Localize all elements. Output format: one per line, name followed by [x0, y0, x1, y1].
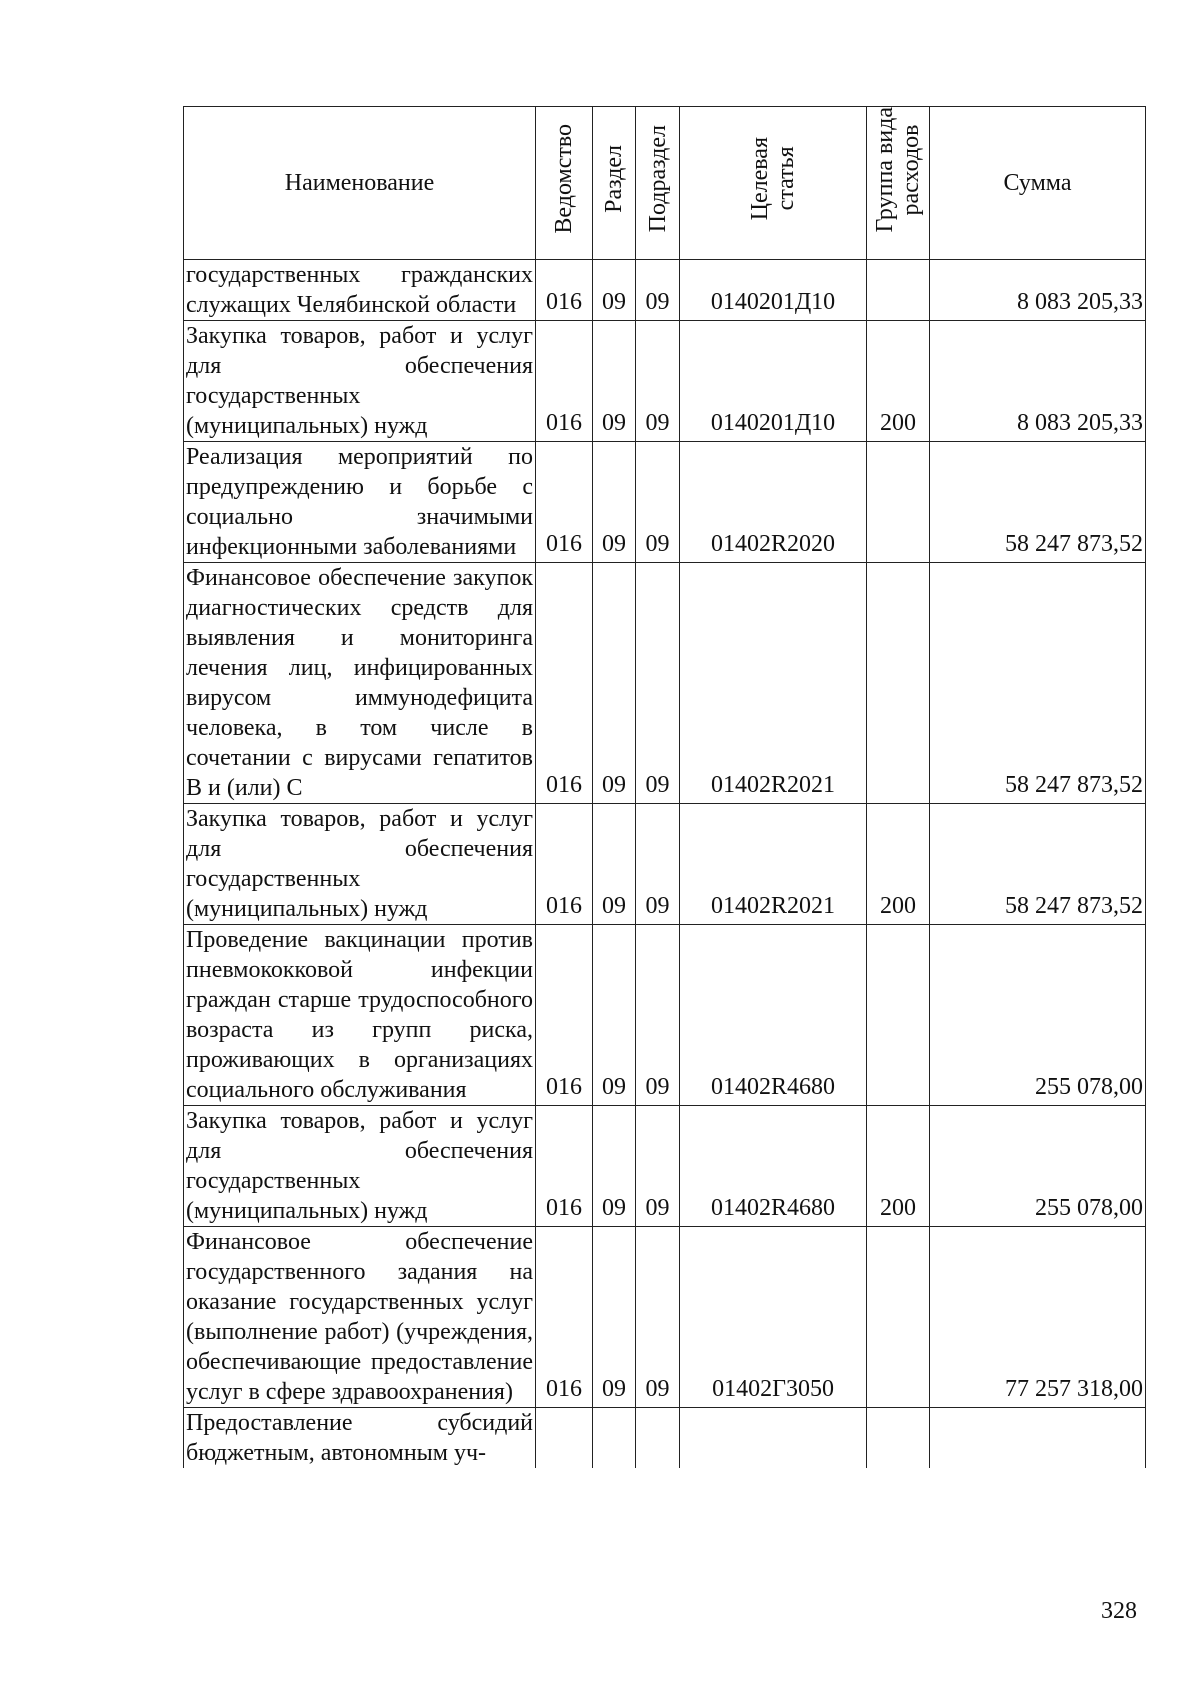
row-podrazdel-cell: 09 [636, 1227, 680, 1408]
header-summa [930, 107, 1146, 260]
header-podrazdel-label: Подраздел [644, 125, 671, 233]
row-name-cell: Закупка товаров, работ и услуг для обеспечения государственных (муниципальных) нужд [184, 804, 536, 925]
row-podrazdel-cell: 09 [636, 442, 680, 563]
table-row [184, 925, 1146, 1106]
row-gruppa-cell: 200 [867, 321, 930, 442]
header-podrazdel [636, 107, 680, 260]
table-row [184, 1408, 1146, 1469]
row-podrazdel-cell: 09 [636, 1106, 680, 1227]
row-vedomstvo-cell: 016 [536, 260, 593, 321]
row-celevaya-cell [680, 1408, 867, 1469]
row-vedomstvo-cell: 016 [536, 925, 593, 1106]
row-razdel-cell: 09 [593, 442, 636, 563]
row-vedomstvo-cell: 016 [536, 563, 593, 804]
header-vedomstvo-label: Ведомство [551, 124, 577, 234]
row-celevaya-cell: 0140201Д10 [680, 260, 867, 321]
row-celevaya-cell: 0140201Д10 [680, 321, 867, 442]
row-gruppa-cell [867, 563, 930, 804]
header-gruppa-label: Группа вида расходов [872, 107, 924, 233]
row-summa-cell: 58 247 873,52 [930, 804, 1146, 925]
row-razdel-cell: 09 [593, 321, 636, 442]
row-name-cell: Финансовое обеспечение закупок диагностических средств для выявления и мониторинга лечения лиц, инфицированных вирусом иммунодефицита человека, в том числе в сочетании с вирусами гепатитов В и (или) С [184, 563, 536, 804]
row-celevaya-cell: 01402R2021 [680, 804, 867, 925]
header-celevaya-label: Целевая статья [747, 137, 799, 221]
table-row [184, 321, 1146, 442]
row-razdel-cell [593, 1408, 636, 1469]
table-row [184, 260, 1146, 321]
row-podrazdel-cell: 09 [636, 260, 680, 321]
row-vedomstvo-cell: 016 [536, 1106, 593, 1227]
row-gruppa-cell [867, 925, 930, 1106]
table-row [184, 563, 1146, 804]
row-podrazdel-cell: 09 [636, 321, 680, 442]
row-podrazdel-cell: 09 [636, 804, 680, 925]
header-row [184, 107, 1146, 260]
row-name-cell: Закупка товаров, работ и услуг для обеспечения государственных (муниципальных) нужд [184, 1106, 536, 1227]
table-row [184, 1227, 1146, 1408]
header-razdel [593, 107, 636, 260]
row-name-cell: Предоставление субсидий бюджетным, автономным уч- [184, 1408, 536, 1469]
row-summa-cell: 255 078,00 [930, 1106, 1146, 1227]
row-razdel-cell: 09 [593, 563, 636, 804]
row-name-cell: государственных гражданских служащих Челябинской области [184, 260, 536, 321]
row-vedomstvo-cell: 016 [536, 321, 593, 442]
row-name-cell: Проведение вакцинации против пневмококковой инфекции граждан старше трудоспособного возраста из групп риска, проживающих в организациях социального обслуживания [184, 925, 536, 1106]
budget-table [183, 106, 1146, 1468]
table-row [184, 804, 1146, 925]
row-podrazdel-cell: 09 [636, 925, 680, 1106]
row-summa-cell [930, 1408, 1146, 1469]
row-summa-cell: 58 247 873,52 [930, 563, 1146, 804]
row-summa-cell: 8 083 205,33 [930, 260, 1146, 321]
header-celevaya [680, 107, 867, 260]
header-summa-label: Сумма [1003, 170, 1072, 196]
row-razdel-cell: 09 [593, 1227, 636, 1408]
row-gruppa-cell [867, 260, 930, 321]
header-name-label: Наименование [284, 170, 435, 196]
row-celevaya-cell: 01402R4680 [680, 925, 867, 1106]
row-vedomstvo-cell [536, 1408, 593, 1469]
row-celevaya-cell: 01402Г3050 [680, 1227, 867, 1408]
row-podrazdel-cell: 09 [636, 563, 680, 804]
row-podrazdel-cell [636, 1408, 680, 1469]
table-row [184, 442, 1146, 563]
row-razdel-cell: 09 [593, 804, 636, 925]
table-row [184, 1106, 1146, 1227]
row-gruppa-cell: 200 [867, 1106, 930, 1227]
row-summa-cell: 255 078,00 [930, 925, 1146, 1106]
row-celevaya-cell: 01402R2021 [680, 563, 867, 804]
header-gruppa [867, 107, 930, 260]
row-gruppa-cell [867, 442, 930, 563]
row-summa-cell: 58 247 873,52 [930, 442, 1146, 563]
row-gruppa-cell [867, 1227, 930, 1408]
row-gruppa-cell [867, 1408, 930, 1469]
row-celevaya-cell: 01402R2020 [680, 442, 867, 563]
header-razdel-label: Раздел [601, 145, 627, 213]
row-summa-cell: 77 257 318,00 [930, 1227, 1146, 1408]
page-number: 328 [1101, 1598, 1137, 1624]
row-vedomstvo-cell: 016 [536, 804, 593, 925]
row-vedomstvo-cell: 016 [536, 1227, 593, 1408]
row-name-cell: Финансовое обеспечение государственного задания на оказание государственных услуг (выполнение работ) (учреждения, обеспечивающие предоставление услуг в сфере здравоохранения) [184, 1227, 536, 1408]
header-vedomstvo [536, 107, 593, 260]
row-razdel-cell: 09 [593, 1106, 636, 1227]
row-vedomstvo-cell: 016 [536, 442, 593, 563]
row-summa-cell: 8 083 205,33 [930, 321, 1146, 442]
row-razdel-cell: 09 [593, 260, 636, 321]
row-celevaya-cell: 01402R4680 [680, 1106, 867, 1227]
row-razdel-cell: 09 [593, 925, 636, 1106]
row-gruppa-cell: 200 [867, 804, 930, 925]
header-name [184, 107, 536, 260]
row-name-cell: Реализация мероприятий по предупреждению и борьбе с социально значимыми инфекционными заболеваниями [184, 442, 536, 563]
row-name-cell: Закупка товаров, работ и услуг для обеспечения государственных (муниципальных) нужд [184, 321, 536, 442]
